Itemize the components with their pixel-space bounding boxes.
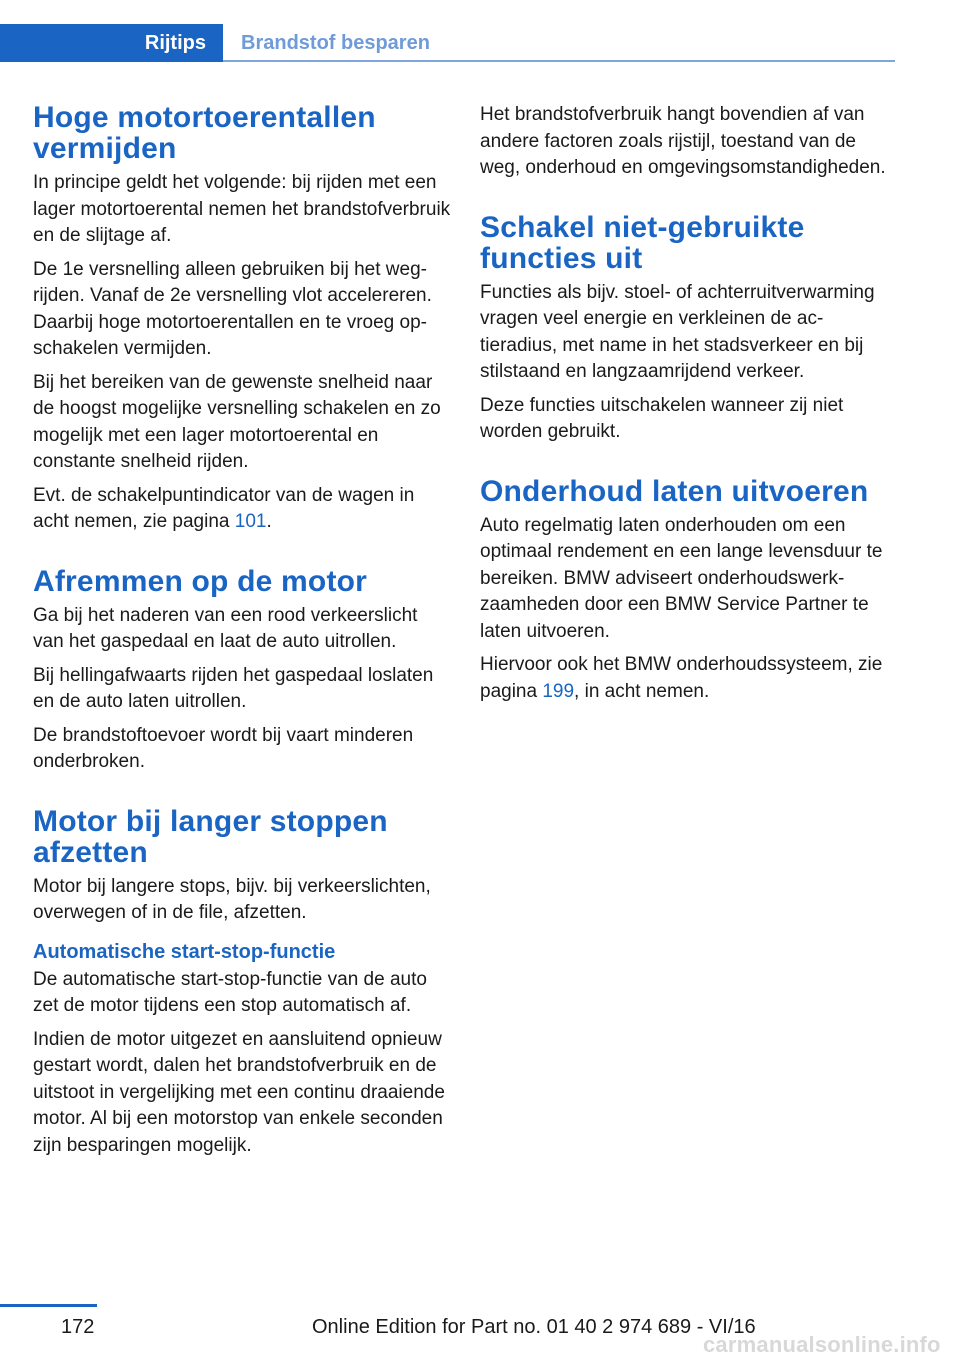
paragraph: Indien de motor uitgezet en aansluitend opnieuw gestart wordt, dalen het brandstofverbruik en de uitstoot in vergelijking met een continu draaiende motor. Al bij een motorstop van enkele seconden zijn besparingen mogelijk.	[33, 1028, 445, 1156]
right-column	[480, 102, 892, 712]
page-link-199[interactable]: 199	[542, 680, 575, 702]
paragraph: Bij hellingafwaarts rijden het gaspedaal loslaten en de auto laten uitrollen.	[33, 664, 434, 712]
watermark: carmanualsonline.info	[703, 1332, 941, 1357]
page-number: 172	[61, 1316, 95, 1338]
section-title-engine-off: Motor bij langer stoppen afzetten	[33, 804, 388, 869]
paragraph-text: Hiervoor ook het BMW onderhoudssysteem, zie pagina	[480, 654, 883, 702]
section-title-maintenance: Onderhoud laten uitvoeren	[480, 474, 869, 508]
chapter-tab[interactable]	[0, 24, 223, 62]
breadcrumb-label: Brandstof besparen	[241, 31, 430, 54]
paragraph-text: .	[266, 511, 272, 532]
section-title-unused-functions: Schakel niet-gebruikte functies uit	[480, 210, 805, 275]
paragraph-with-link	[33, 483, 451, 536]
chapter-tab-label: Rijtips	[144, 31, 206, 54]
paragraph: Deze functies uitschakelen wanneer zij niet worden gebruikt.	[480, 394, 844, 442]
paragraph: Motor bij langere stops, bijv. bij verkeerslichten, overwegen of in de file, afzetten.	[33, 875, 431, 923]
section-title-high-rpm: Hoge motortoerentallen vermijden	[33, 101, 376, 165]
edition-note: Online Edition for Part no. 01 40 2 974 689 - VI/16	[312, 1316, 756, 1338]
breadcrumb[interactable]	[241, 24, 430, 62]
paragraph: Auto regelmatig laten onderhouden om een optimaal rendement en een lange levensduur te bereiken. BMW adviseert onderhoudswerkzaamheden door een BMW Service Partner te laten uitvoeren.	[480, 514, 883, 642]
paragraph-text: , in acht nemen.	[574, 680, 710, 702]
paragraph: Bij het bereiken van de gewenste snelheid naar de hoogst mogelijke versnelling schakelen en zo mogelijk met een lager motortoerental en constante snelheid rijden.	[33, 371, 441, 472]
page-link-101[interactable]: 101	[234, 511, 267, 532]
paragraph: De brandstoftoevoer wordt bij vaart minderen onderbroken.	[33, 724, 414, 772]
subsection-title-auto-start-stop: Automatische start-stop-functie	[33, 940, 336, 963]
left-column	[33, 102, 451, 1166]
paragraph: In principe geldt het volgende: bij rijden met een lager motortoerental nemen het brandstofverbruik en de slijtage af.	[33, 172, 451, 246]
section-title-engine-braking: Afremmen op de motor	[33, 564, 368, 598]
paragraph-with-link	[480, 652, 892, 705]
paragraph: De automatische start-stop-functie van de auto zet de motor tijdens een stop automatisch af.	[33, 968, 427, 1016]
paragraph-text: Evt. de schakelpuntindicator van de wagen in acht nemen, zie pagina	[33, 484, 415, 532]
footer-accent-line	[0, 1304, 97, 1307]
header-divider	[223, 60, 895, 62]
paragraph: De 1e versnelling alleen gebruiken bij het wegrijden. Vanaf de 2e versnelling vlot accelereren. Daarbij hoge motortoerentallen en te vroeg opschakelen vermijden.	[33, 258, 432, 359]
paragraph: Ga bij het naderen van een rood verkeerslicht van het gaspedaal en laat de auto uitrollen.	[33, 604, 418, 652]
paragraph: Functies als bijv. stoel- of achterruitverwarming vragen veel energie en verkleinen de actieradius, met name in het stadsverkeer en bij stilstaand en langzaamrijdend verkeer.	[480, 281, 875, 382]
paragraph: Het brandstofverbruik hangt bovendien af van andere factoren zoals rijstijl, toestand van de weg, onderhoud en omgevingsomstandigheden.	[480, 104, 886, 178]
